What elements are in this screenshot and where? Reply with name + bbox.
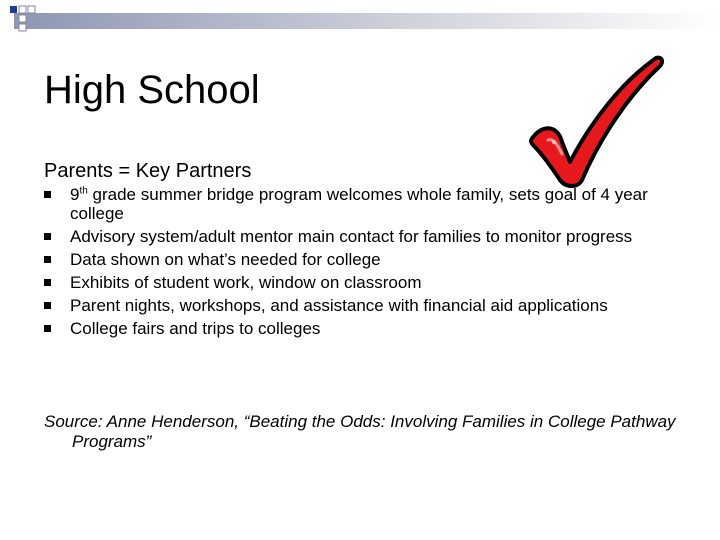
bullet-text: grade summer bridge program welcomes whole family, sets goal of 4 year college [70,185,648,223]
square-bullet-icon [44,256,51,263]
square-bullet-icon [44,233,51,240]
list-item [44,319,694,338]
list-item [44,250,694,269]
list-item [44,273,694,292]
bullet-text: Data shown on what’s needed for college [70,250,381,269]
header-decoration [0,0,720,40]
square-bullet-icon [44,325,51,332]
source-citation: Source: Anne Henderson, “Beating the Odds: Involving Families in College Pathway Programs” [44,412,676,451]
slide-title: High School [44,68,260,112]
bullet-text: Parent nights, workshops, and assistance with financial aid applications [70,296,608,315]
list-item [44,227,694,246]
list-item [44,296,694,315]
bullet-list [44,185,694,342]
checkmark-icon [518,50,668,190]
bullet-text-prefix: 9 [70,185,80,204]
square-bullet-icon [44,279,51,286]
slide-subtitle: Parents = Key Partners [44,160,252,182]
bullet-text: College fairs and trips to colleges [70,319,321,338]
square-bullet-icon [44,191,51,198]
list-item [44,185,694,223]
bullet-superscript: th [79,185,88,197]
bullet-text: Advisory system/adult mentor main contact for families to monitor progress [70,227,633,246]
square-bullet-icon [44,302,51,309]
bullet-text: Exhibits of student work, window on classroom [70,273,422,292]
